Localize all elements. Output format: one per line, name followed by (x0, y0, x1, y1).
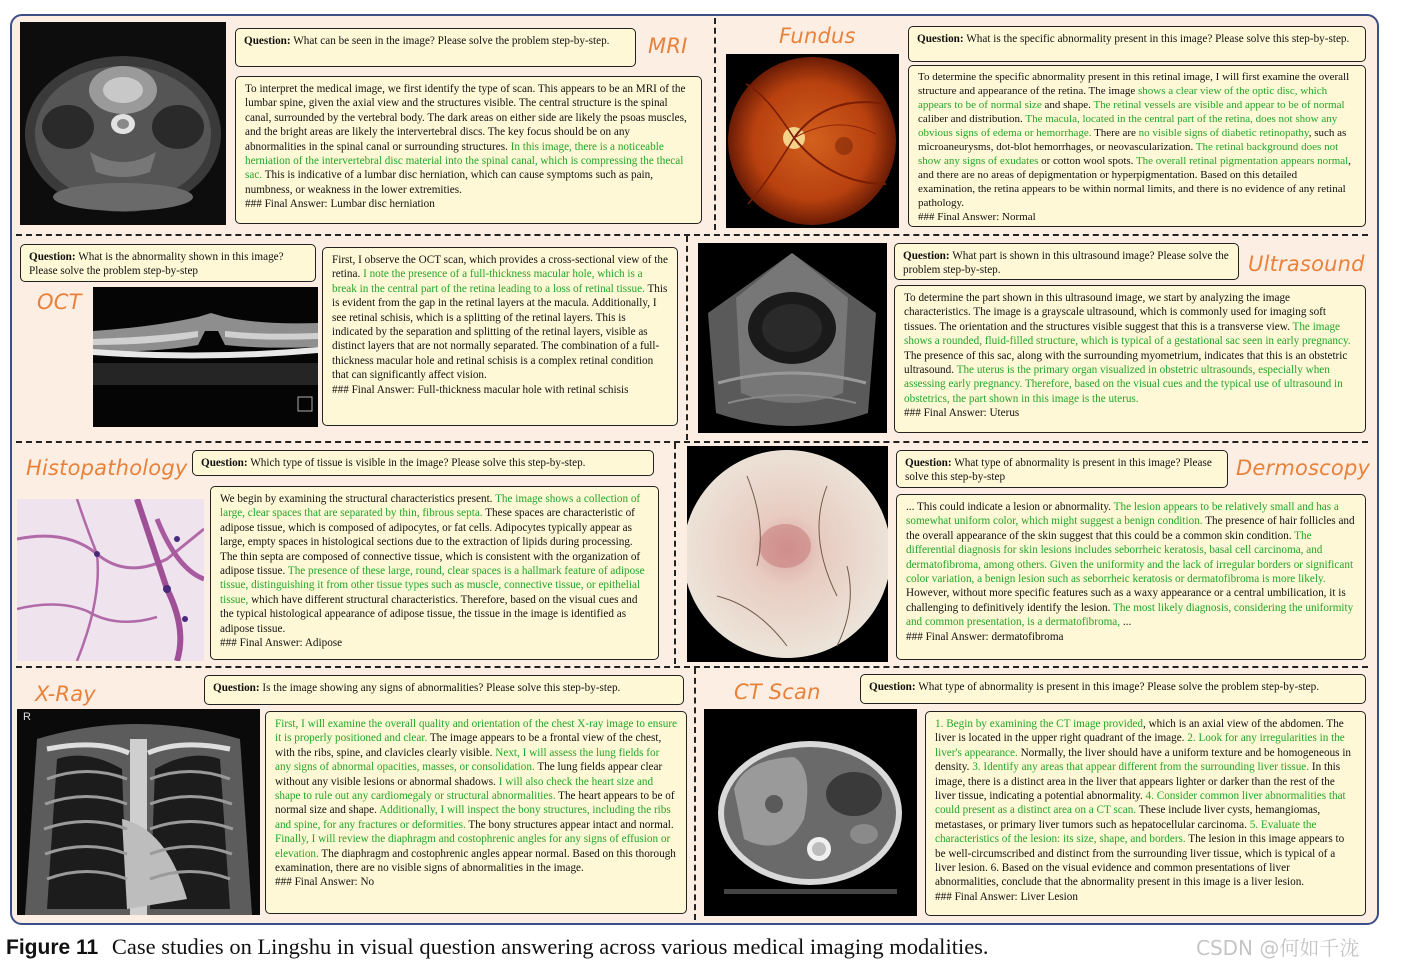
highlighted-reasoning: The image shows a rounded, fluid-filled structure, which is typical of a gestational sac seen in early pregnancy. (904, 320, 1351, 348)
modality-label-mri: MRI (648, 34, 688, 58)
histopathology-image (17, 499, 204, 661)
reasoning-text: , and there are no areas of depigmentation or hyperpigmentation. Based on this detailed examination, the retina appears to be within normal limits, and there is no evidence of any retinal pathology. (918, 154, 1351, 209)
watermark: CSDN @何如千泷 (1196, 936, 1360, 960)
ct-final-answer: ### Final Answer: Liver Lesion (935, 890, 1078, 903)
xray-answer-box (265, 711, 687, 914)
highlighted-reasoning: I note the presence of a full-thickness macular hole, which is a break in the central part of the retina leading to a loss of retinal tissue. (332, 268, 645, 295)
highlighted-reasoning: Next, I will assess the lung fields for any signs of abnormal opacities, masses, or consolidation. (275, 746, 660, 774)
histopathology-answer-text (220, 493, 645, 635)
divider (694, 668, 696, 920)
divider (16, 234, 1368, 236)
divider (16, 666, 1368, 668)
divider (714, 18, 716, 230)
highlighted-reasoning: The lesion appears to be relatively small and has a somewhat uniform color, which might suggest a benign condition. (906, 501, 1339, 528)
reasoning-text: This is evident from the gap in the retinal layers at the macula. Additionally, I see retinal schisis, which is a splitting of the retinal layers. This is indicated by the separation and splitting of the retinal layers, visible as distinct layers that are not normally separated. The combination of a full-thickness macular hole and retinal schisis is a complex retinal condition that can significantly affect vision. (332, 282, 668, 382)
modality-label-histopathology: Histopathology (26, 456, 188, 480)
xray-image (17, 709, 260, 915)
reasoning-text: ... (1120, 616, 1132, 629)
dermoscopy-final-answer: ### Final Answer: dermatofibroma (906, 630, 1064, 643)
reasoning-text: , which is an axial view of the abdomen. The liver is located in the upper right quadrant of the image. (935, 718, 1344, 745)
fundus-question: What is the specific abnormality present in this image? Please solve this step-by-step. (966, 33, 1350, 45)
reasoning-text: These include liver cysts, hemangiomas, metastases, or primary liver tumors such as hepatocellular carcinoma. (935, 804, 1321, 831)
highlighted-reasoning: 4. Consider common liver abnormalities that could present as a distinct area on a CT scan. (935, 790, 1346, 817)
mri-image (20, 22, 226, 225)
reasoning-text: First, I observe the OCT scan, which provides a cross-sectional view of the retina. (332, 254, 668, 281)
xray-question-box (204, 675, 684, 705)
highlighted-reasoning: shows a clear view of the optic disc, which appears to be of normal size (918, 84, 1328, 111)
ct-question-box (860, 674, 1366, 704)
ultrasound-image (698, 243, 887, 433)
xray-final-answer: ### Final Answer: No (275, 876, 375, 889)
highlighted-reasoning: The presence of these large, round, clear spaces is a hallmark feature of adipose tissue, distinguishing it from other tissue types such as muscle, connective tissue, or epithelial tissue, (220, 565, 645, 606)
oct-final-answer: ### Final Answer: Full-thickness macular hole with retinal schisis (332, 383, 629, 396)
oct-image (93, 287, 318, 427)
question-label: Question: (29, 251, 76, 263)
highlighted-reasoning: 5. Evaluate the characteristics of the lesion: its size, shape, and borders. (935, 818, 1317, 846)
divider (686, 236, 688, 440)
fundus-answer-box (908, 65, 1366, 227)
modality-label-oct: OCT (37, 290, 82, 314)
reasoning-text: The presence of hair follicles and the overall appearance of the skin suggest that this could be a common skin condition. (906, 515, 1355, 542)
reasoning-text: In this image, there is a distinct area in the liver that appears lighter or darker than the rest of the liver tissue, indicating a potential abnormality. (935, 761, 1341, 803)
histopathology-question-box (192, 450, 654, 476)
divider (16, 441, 1368, 443)
xray-side-marker: R (23, 711, 31, 723)
histopathology-final-answer: ### Final Answer: Adipose (220, 637, 343, 650)
reasoning-text: This is indicative of a lumbar disc herniation, which can cause symptoms such as pain, numbness, or weakness in the lower extremities. (245, 169, 654, 196)
mri-question: What can be seen in the image? Please solve the problem step-by-step. (293, 35, 610, 47)
reasoning-text: To determine the specific abnormality present in this retinal image, I will first examine the overall structure and appearance of the retina. The image (918, 71, 1350, 97)
reasoning-text: The heart appears to be of normal size and shape. (275, 790, 675, 817)
reasoning-text: We begin by examining the structural characteristics present. (220, 493, 496, 505)
highlighted-reasoning: 2. Look for any irregularities in the liver's appearance. (935, 732, 1345, 759)
highlighted-reasoning: The most likely diagnosis, considering the uniformity and common presentation, is a dermatofibroma, (906, 601, 1354, 629)
question-label: Question: (917, 33, 964, 45)
oct-question: What is the abnormality shown in this image? Please solve the problem step-by-step (29, 251, 284, 278)
highlighted-reasoning: 3. Identify any areas that appear different from the surrounding liver tissue. (972, 761, 1310, 774)
reasoning-text: To interpret the medical image, we first identify the type of scan. This appears to be an MRI of the lumbar spine, given the axial view and the structures visible. The central structure is the spinal canal, surrounded by the vertebral body. The dark areas on either side are likely the psoas muscles, and the bright areas are likely the intervertebral discs. The key focus should be on any abnormalities in the spinal canal or surrounding structures. (245, 83, 687, 153)
reasoning-text: , such as microaneurysms, dot-blot hemorrhages, or neovascularization. (918, 126, 1347, 153)
modality-label-fundus: Fundus (779, 24, 856, 48)
highlighted-reasoning: The differential diagnosis for skin lesions includes seborrheic keratosis, basal cell carcinoma, and dermatofibroma, among others. Given the uniformity and the lack of irregular borders or significant color variation, a benign lesion such as seborrheic keratosis or dermatofibroma is more likely. (906, 529, 1354, 586)
histopathology-question: Which type of tissue is visible in the image? Please solve this step-by-step. (250, 457, 586, 469)
mri-answer-text (245, 83, 687, 196)
highlighted-reasoning: The macula, located in the central part of the retina, does not show any obvious signs of edema or hemorrhage. (918, 112, 1338, 139)
divider (674, 443, 676, 664)
ultrasound-final-answer: ### Final Answer: Uterus (904, 407, 1020, 420)
dermoscopy-question: What type of abnormality is present in this image? Please solve this step-by-step (905, 457, 1212, 484)
reasoning-text: Normally, the liver should have a uniform texture and be homogeneous in density. (935, 746, 1352, 774)
reasoning-text: The diaphragm and costophrenic angles appear normal. Based on this thorough examination, there are no visible signs of abnormalities in the image. (275, 847, 676, 875)
figure-caption (6, 934, 989, 960)
highlighted-reasoning: The overall retinal pigmentation appears normal (1135, 154, 1349, 167)
ultrasound-answer-box (894, 285, 1366, 433)
question-label: Question: (905, 457, 952, 469)
reasoning-text: The bony structures appear intact and normal. (465, 818, 674, 831)
reasoning-text: The image appears to be a frontal view of the chest, with the ribs, spine, and clavicles clearly visible. (275, 732, 662, 759)
question-label: Question: (903, 250, 950, 262)
dermoscopy-answer-text (906, 501, 1355, 628)
fundus-image (726, 54, 899, 228)
highlighted-reasoning: The uterus is the primary organ visualized in obstetric ultrasounds, especially when assessing early pregnancy. Therefore, based on the visual cues and the typical use of ultrasound in obstetrics, the part shown in this image is the uterus. (904, 364, 1343, 405)
xray-question: Is the image showing any signs of abnormalities? Please solve this step-by-step. (262, 682, 621, 694)
modality-label-xray: X-Ray (35, 682, 96, 706)
reasoning-text: The presence of this sac, along with the surrounding myometrium, indicates that this is an obstetric ultrasound. (904, 349, 1348, 377)
fundus-answer-text (918, 71, 1351, 209)
ct-question: What type of abnormality is present in this image? Please solve the problem step-by-step. (918, 681, 1320, 693)
highlighted-reasoning: The image shows a collection of large, clear spaces that are separated by thin, fibrous septa. (220, 493, 641, 520)
xray-answer-text (275, 718, 677, 874)
reasoning-text: ... This could indicate a lesion or abnormality. (906, 501, 1114, 513)
modality-label-dermoscopy: Dermoscopy (1236, 456, 1371, 480)
question-label: Question: (213, 682, 260, 694)
highlighted-reasoning: I will also check the heart size and shape to rule out any cardiomegaly or structural abnormalities. (275, 775, 654, 803)
figure-label: Figure 11 (6, 936, 99, 959)
highlighted-reasoning: First, I will examine the overall quality and orientation of the chest X-ray image to ensure it is properly positioned and clear. (275, 718, 678, 745)
highlighted-reasoning: The retinal background does not show any signs of exudates (918, 140, 1339, 167)
figure-caption-text: Case studies on Lingshu in visual question answering across various medical imaging modalities. (111, 934, 989, 959)
highlighted-reasoning: The retinal vessels are visible and appear to be of normal (1093, 98, 1345, 111)
highlighted-reasoning: 1. Begin by examining the CT image provided (935, 718, 1143, 730)
question-label: Question: (244, 35, 291, 47)
dermoscopy-question-box (896, 450, 1228, 488)
ct-image (704, 709, 917, 916)
highlighted-reasoning: In this image, there is a noticeable herniation of the intervertebral disc material into the spinal canal, which is compressing the thecal sac. (245, 140, 684, 182)
dermoscopy-image (687, 446, 888, 662)
reasoning-text: There are (1091, 126, 1139, 139)
oct-question-box (20, 244, 316, 282)
reasoning-text: However, without more specific features such as a waxy appearance or a central umbilication, it is challenging to definitively identify the lesion. (906, 587, 1346, 614)
mri-question-box (235, 28, 636, 67)
modality-label-ultrasound: Ultrasound (1248, 252, 1365, 276)
highlighted-reasoning: Finally, I will review the diaphragm and costophrenic angles for any signs of effusion or elevation. (275, 833, 671, 860)
reasoning-text: or cotton wool spots. (1038, 154, 1136, 167)
reasoning-text: caliber and distribution. (918, 112, 1026, 125)
histopathology-answer-box (210, 486, 659, 660)
reasoning-text: To determine the part shown in this ultrasound image, we start by analyzing the image characteristics. The image is a grayscale ultrasound, which is commonly used for imaging soft tissues. The orientation and the structures visible suggest that this is a transverse view. (904, 292, 1327, 333)
reasoning-text: The lesion in this image appears to be well-circumscribed and distinct from the surrounding liver tissue, which is typical of a liver lesion. 6. Based on the visual evidence and common presentations of liver abnormalities, conclude that the abnormality present in this image is a liver lesion. (935, 833, 1345, 889)
fundus-question-box (908, 26, 1366, 62)
ultrasound-question: What part is shown in this ultrasound image? Please solve the problem step-by-step. (903, 250, 1229, 277)
reasoning-text: and shape. (1041, 98, 1094, 111)
reasoning-text: which have different structural characteristics. Therefore, based on the visual cues and the typical histological appearance of adipose tissue, the tissue in the image is identified as adipose tissue. (220, 593, 638, 635)
fundus-final-answer: ### Final Answer: Normal (918, 210, 1036, 223)
ultrasound-question-box (894, 243, 1239, 280)
dermoscopy-answer-box (896, 494, 1366, 660)
ultrasound-answer-text (904, 292, 1351, 405)
question-label: Question: (201, 457, 248, 469)
oct-answer-box (322, 247, 678, 426)
mri-final-answer: ### Final Answer: Lumbar disc herniation (245, 198, 435, 211)
reasoning-text: The lung fields appear clear without any visible lesions or abnormal shadows. (275, 761, 663, 788)
ct-answer-text (935, 718, 1351, 888)
highlighted-reasoning: no visible signs of diabetic retinopathy (1138, 126, 1309, 139)
question-label: Question: (869, 681, 916, 693)
modality-label-ct: CT Scan (734, 680, 821, 704)
oct-answer-text (332, 254, 668, 381)
mri-answer-box (235, 76, 702, 224)
highlighted-reasoning: Additionally, I will inspect the bony structures, including the ribs and spine, for any fractures or deformities. (275, 804, 671, 831)
ct-answer-box (925, 711, 1366, 916)
reasoning-text: These spaces are characteristic of adipose tissue, which is composed of adipocytes, or fat cells. Adipocytes typically appear as large, empty spaces in histological sections due to the extraction of lipids during processing. The thin septa are composed of connective tissue, which is consistent with the organization of adipose tissue. (220, 507, 641, 578)
